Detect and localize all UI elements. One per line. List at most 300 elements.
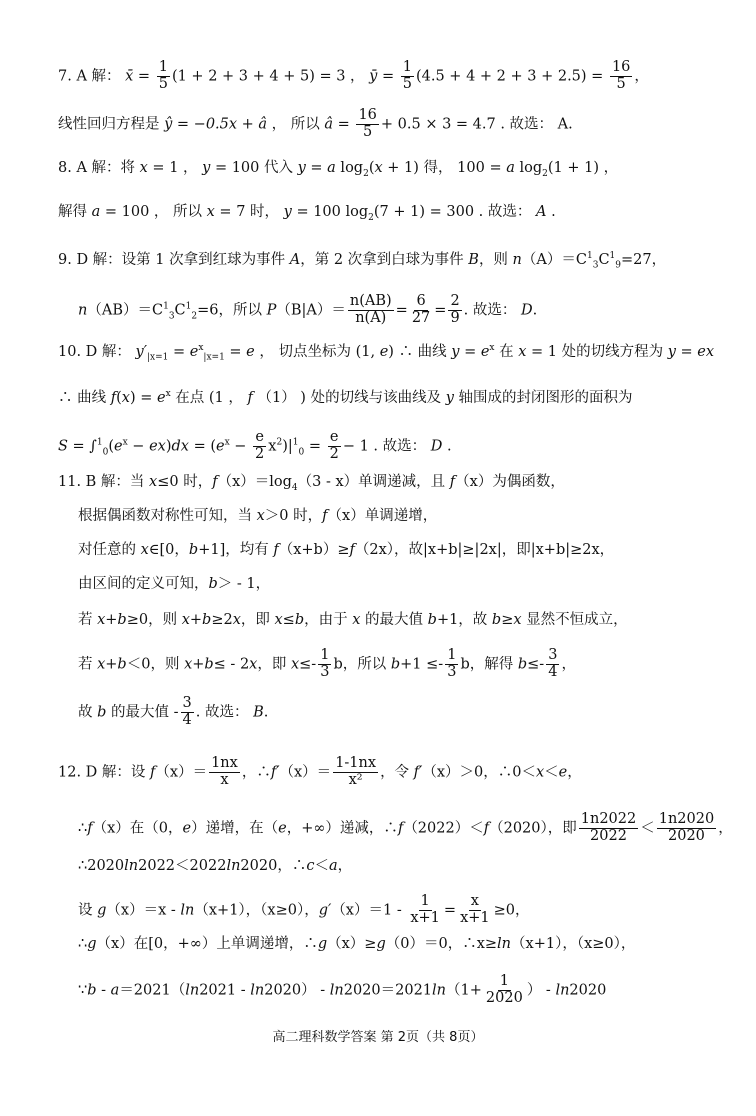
solution-line-q11d xyxy=(78,574,270,594)
text-run: ( xyxy=(108,438,115,455)
text-run: （x）＞0，∴0＜ xyxy=(422,764,536,781)
text-run: ， 切点坐标为 (1, xyxy=(254,343,380,360)
text-run: y = ex xyxy=(667,343,715,360)
text-run: ( xyxy=(368,160,375,176)
text-run: a xyxy=(506,160,515,176)
text-run: ，由于 xyxy=(304,612,353,628)
text-run: （x）≥ xyxy=(327,936,377,952)
text-run: B xyxy=(253,704,264,721)
text-run: D xyxy=(430,438,443,455)
text-run: f xyxy=(150,764,156,781)
text-run: b xyxy=(188,542,199,558)
text-run: = xyxy=(377,68,399,85)
text-run: = 1 处的切线方程为 xyxy=(526,343,668,360)
solution-line-q12e xyxy=(78,934,635,954)
solution-line-q12c xyxy=(78,856,352,876)
text-run: 8. A 解：将 xyxy=(58,160,140,176)
text-run: (1 + 1) ， xyxy=(547,160,619,176)
text-run: 由区间的定义可知， xyxy=(78,576,209,592)
solution-line-q10a xyxy=(58,338,714,368)
text-run: f xyxy=(110,389,117,406)
solution-line-q11f xyxy=(78,648,576,681)
text-run: ） - xyxy=(526,982,556,999)
solution-line-q12a xyxy=(58,756,582,789)
fraction: $\frac{1-1nx}{\text{x²}}$ xyxy=(335,755,377,788)
subscript: 4 xyxy=(291,482,298,493)
text-run: f xyxy=(322,508,328,524)
text-run: ŷ = −0.5x + â xyxy=(164,116,268,133)
text-run: = ∫ xyxy=(67,438,97,455)
text-run: (4.5 + 4 + 2 + 3 + 2.5) = xyxy=(415,68,608,85)
text-run: e xyxy=(246,343,255,360)
text-run: 若 xyxy=(78,656,98,673)
text-run: （2020），即 xyxy=(489,820,577,837)
text-run: C xyxy=(598,251,610,268)
text-run: n xyxy=(78,302,88,319)
text-run: ln xyxy=(250,982,265,999)
solution-line-q8b xyxy=(58,202,556,228)
text-run: （x）＝1 - xyxy=(331,902,407,919)
text-run: b xyxy=(87,982,97,999)
text-run: 显然不恒成立， xyxy=(521,612,628,628)
text-run: 12. D 解：设 xyxy=(58,764,151,781)
text-run: y xyxy=(202,160,211,176)
text-run: A xyxy=(536,204,547,220)
text-run: ln xyxy=(497,936,512,952)
superscript: 1 xyxy=(586,251,593,261)
solution-line-q10b xyxy=(58,384,633,408)
text-run: 设 xyxy=(78,902,98,919)
text-run: ）递增，在（ xyxy=(191,820,279,837)
text-run: ∵ xyxy=(78,982,88,999)
text-run: ȳ xyxy=(369,68,378,85)
text-run: ≤0 时， xyxy=(157,474,213,490)
text-run: ex xyxy=(149,438,166,455)
text-run: + 1) 得， 100 = xyxy=(382,160,507,176)
text-run: =6，所以 xyxy=(197,302,267,319)
text-run: − 1 . 故选： xyxy=(342,438,431,455)
text-run: 2022＜2022 xyxy=(138,858,227,874)
text-run: x+b xyxy=(97,612,127,628)
fraction: $\frac{1n2022}{2022}$ xyxy=(580,811,637,844)
text-run: − xyxy=(229,438,252,455)
text-run: = 7 时， xyxy=(214,204,284,220)
text-run: b xyxy=(97,704,107,721)
text-run: ln xyxy=(555,982,570,999)
text-run: y′ xyxy=(135,343,147,360)
text-run: （2x），故|x+b|≥|2x|，即|x+b|≥2x， xyxy=(354,542,615,558)
subscript: 0 xyxy=(102,447,109,458)
text-run: = 100 代入 xyxy=(210,160,298,176)
text-run: ≤ xyxy=(282,612,295,628)
text-run: x xyxy=(518,343,527,360)
text-run: = ( xyxy=(188,438,216,455)
fraction: $\frac{1n2020}{2020}$ xyxy=(658,811,715,844)
text-run: ， xyxy=(634,68,649,85)
fraction: $\frac{e}{2}$ xyxy=(329,429,339,462)
text-run: 2020，∴ xyxy=(240,858,307,874)
text-run: . xyxy=(532,302,538,319)
solution-line-q7b xyxy=(58,108,573,141)
text-run: ln xyxy=(185,982,200,999)
text-run: = xyxy=(224,343,247,360)
text-run: A xyxy=(289,251,301,268)
text-run: a xyxy=(91,204,101,220)
text-run: )| xyxy=(282,438,293,455)
text-run: e xyxy=(379,343,389,360)
text-run: （x）在（0， xyxy=(92,820,183,837)
solution-line-q9a xyxy=(58,246,666,276)
text-run: C xyxy=(174,302,186,319)
subscript: 2 xyxy=(191,311,198,322)
subscript: 0 xyxy=(298,447,305,458)
text-run: . 故选： xyxy=(195,704,254,721)
text-run: ∈[0， xyxy=(148,542,189,558)
text-run: 7. A 解： xyxy=(58,68,126,85)
text-run: f xyxy=(247,389,253,406)
text-run: = xyxy=(395,302,408,319)
text-run: = xyxy=(168,343,190,360)
text-run: g xyxy=(317,936,328,952)
text-run: ＜ xyxy=(544,764,559,781)
text-run: 故 xyxy=(78,704,98,721)
text-run: x xyxy=(149,474,158,490)
text-run: e xyxy=(216,438,225,455)
text-run: 的最大值 - xyxy=(106,704,179,721)
text-run: x+b xyxy=(184,656,214,673)
text-run: （x+1），（x≥0）， xyxy=(194,902,319,919)
text-run: ，∴ xyxy=(241,764,271,781)
text-run: g xyxy=(97,902,107,919)
text-run: ，+∞）递减，∴ xyxy=(286,820,398,837)
text-run: g xyxy=(376,936,386,952)
text-run: f xyxy=(349,542,355,558)
text-run: ln xyxy=(329,982,344,999)
text-run: ＜0，则 xyxy=(126,656,185,673)
text-run: b xyxy=(517,656,528,673)
text-run: b，解得 xyxy=(460,656,518,673)
text-run: ) xyxy=(165,438,172,455)
text-run: e xyxy=(114,438,123,455)
text-run: ，令 xyxy=(380,764,414,781)
text-run: +1 ≤- xyxy=(400,656,444,673)
solution-line-q11c xyxy=(78,540,614,560)
solution-line-q11g xyxy=(78,696,268,729)
text-run: ， xyxy=(718,820,733,837)
solution-line-q10c xyxy=(58,430,452,463)
superscript: 1 xyxy=(163,301,169,312)
text-run: = 100 log xyxy=(291,204,369,220)
solution-line-q11a xyxy=(58,472,565,498)
text-run: x xyxy=(121,389,130,406)
page-footer: 高二理科数学答案 第 2页（共 8页） xyxy=(272,1030,484,1045)
text-run: b，所以 xyxy=(333,656,391,673)
text-run: = xyxy=(434,302,447,319)
text-run: 10. D 解： xyxy=(58,343,136,360)
subscript: 3 xyxy=(168,311,175,322)
text-run: 的最大值 xyxy=(360,612,428,628)
text-run: f xyxy=(87,820,93,837)
text-run: x xyxy=(290,656,300,673)
text-run: ，第 2 次拿到白球为事件 xyxy=(300,251,469,268)
text-run: （x）单调递增， xyxy=(327,508,438,524)
text-run: ≥0， xyxy=(493,902,530,919)
fraction: $\frac{1nx}{x}$ xyxy=(211,755,238,788)
text-run: ln xyxy=(432,982,447,999)
text-run: D xyxy=(521,302,533,319)
text-run: （3 - x）单调递减，且 xyxy=(297,474,450,490)
fraction: $\frac{x}{x+1}$ xyxy=(460,893,490,926)
text-run: =27， xyxy=(621,251,667,268)
text-run: ， 所以 xyxy=(267,116,325,133)
text-run: x+b xyxy=(181,612,212,628)
fraction: $\frac{n(AB)}{n(A)}$ xyxy=(349,293,392,326)
text-run: x xyxy=(352,612,361,628)
superscript: 1 xyxy=(609,251,616,261)
text-run: x xyxy=(268,438,277,455)
text-run: （0）＝0，∴x≥ xyxy=(385,936,498,952)
text-run: . 故选： xyxy=(463,302,521,319)
text-run: ，即 xyxy=(257,656,291,673)
text-run: y xyxy=(445,389,454,406)
text-run: x xyxy=(256,508,265,524)
text-run: log xyxy=(514,160,543,176)
text-run: e xyxy=(189,343,199,360)
text-run: ＞ - 1， xyxy=(217,576,271,592)
text-run: （x）＝log xyxy=(217,474,292,490)
text-run: . xyxy=(546,204,556,220)
text-run: 2020 xyxy=(569,982,607,999)
text-run: b xyxy=(390,656,401,673)
text-run: ＞0 时， xyxy=(264,508,323,524)
solution-line-q12f xyxy=(78,974,606,1007)
text-run: . xyxy=(263,704,269,721)
text-run: ln xyxy=(226,858,241,874)
text-run: ≥ xyxy=(501,612,514,628)
text-run: 9. D 解：设第 1 次拿到红球为事件 xyxy=(58,251,290,268)
text-run: f xyxy=(483,820,490,837)
superscript: 1 xyxy=(292,437,299,448)
text-run: 解得 xyxy=(58,204,92,220)
text-run: x xyxy=(513,612,522,628)
fraction: $\frac{16}{5}$ xyxy=(358,107,377,140)
superscript: 2 xyxy=(276,437,283,448)
fraction: $\frac{1}{5}$ xyxy=(402,59,412,92)
text-run: + 0.5 × 3 = 4.7 . 故选： A. xyxy=(380,116,573,133)
text-run: P xyxy=(266,302,277,319)
text-run: a xyxy=(328,858,338,874)
superscript: x xyxy=(198,343,204,353)
text-run: x xyxy=(535,764,545,781)
text-run: （x）＝ xyxy=(155,764,208,781)
fraction: $\frac{2}{9}$ xyxy=(450,293,460,326)
text-run: = xyxy=(443,902,457,919)
solution-line-q11e xyxy=(78,610,628,630)
superscript: 1 xyxy=(96,437,103,448)
text-run: x xyxy=(206,204,215,220)
text-run: 在 xyxy=(494,343,519,360)
text-run: f xyxy=(273,542,279,558)
text-run: （AB）＝C xyxy=(87,302,164,319)
text-run: 2020＝2021 xyxy=(343,982,433,999)
text-run: f′ xyxy=(270,764,280,781)
subscript: 2 xyxy=(368,212,374,223)
text-run: b xyxy=(491,612,502,628)
text-run: 根据偶函数对称性可知，当 xyxy=(78,508,257,524)
text-run: ≥2 xyxy=(211,612,233,628)
solution-line-q9b xyxy=(78,294,537,327)
text-run: ) ∴ 曲线 xyxy=(388,343,452,360)
text-run: c xyxy=(306,858,315,874)
solution-line-q11b xyxy=(78,506,437,526)
fraction: $\frac{1}{3}$ xyxy=(320,647,330,680)
text-run: f xyxy=(449,474,456,490)
superscript: x xyxy=(122,437,128,448)
fraction: $\frac{6}{27}$ xyxy=(411,293,431,326)
superscript: x xyxy=(165,389,171,399)
text-run: - xyxy=(96,982,111,999)
text-run: x+b xyxy=(97,656,127,673)
fraction: $\frac{3}{4}$ xyxy=(182,695,192,728)
subscript: 9 xyxy=(615,260,622,271)
text-run: e xyxy=(182,820,192,837)
text-run: （A）＝C xyxy=(521,251,587,268)
text-run: （x）＝x - xyxy=(106,902,181,919)
text-run: S xyxy=(58,438,68,455)
solution-line-q12d xyxy=(78,894,530,927)
fraction: $\frac{1}{x+1}$ xyxy=(410,893,440,926)
solution-line-q12b xyxy=(78,812,733,845)
subscript: 3 xyxy=(592,260,599,271)
fraction: $\frac{1}{3}$ xyxy=(447,647,457,680)
subscript: 2 xyxy=(542,168,548,179)
text-run: ， xyxy=(337,858,353,874)
text-run: ∴ 曲线 xyxy=(58,389,111,406)
text-run: ∴2020 xyxy=(78,858,125,874)
text-run: +1，故 xyxy=(436,612,492,628)
text-run: ≤ - 2 xyxy=(213,656,250,673)
text-run: 在点 (1 ， xyxy=(170,389,248,406)
text-run: f xyxy=(397,820,404,837)
text-run: x xyxy=(139,160,148,176)
text-run: 2020） - xyxy=(264,982,330,999)
fraction: $\frac{16}{5}$ xyxy=(611,59,631,92)
text-run: x xyxy=(232,612,241,628)
text-run: f xyxy=(212,474,218,490)
text-run: +1]，均有 xyxy=(198,542,274,558)
text-run: = xyxy=(333,116,355,133)
text-run: 2021 - xyxy=(199,982,251,999)
text-run: ，即 xyxy=(240,612,275,628)
text-run: （1+ xyxy=(446,982,482,999)
text-run: (1 + 2 + 3 + 4 + 5) = 3 ， xyxy=(171,68,370,85)
text-run: ≤- xyxy=(299,656,317,673)
text-run: 11. B 解：当 xyxy=(58,474,150,490)
text-run: dx xyxy=(171,438,189,455)
text-run: （x）在[0，+∞）上单调递增，∴ xyxy=(96,936,318,952)
text-run: x̄ xyxy=(125,68,134,85)
text-run: （1） ) 处的切线与该曲线及 xyxy=(252,389,446,406)
text-run: 轴围成的封闭图形的面积为 xyxy=(453,389,633,406)
text-run: 对任意的 xyxy=(78,542,141,558)
solution-line-q7a xyxy=(58,60,649,93)
text-run: f′ xyxy=(413,764,423,781)
solution-line-q8a xyxy=(58,158,618,184)
text-run: e xyxy=(558,764,568,781)
text-run: （2022）＜ xyxy=(403,820,484,837)
text-run: （x+1），（x≥0）， xyxy=(511,936,636,952)
text-run: （x）＝ xyxy=(279,764,332,781)
subscript: |x=1 xyxy=(147,352,169,363)
text-run: = xyxy=(133,68,155,85)
text-run: ∴ xyxy=(78,820,88,837)
text-run: (7 + 1) = 300 . 故选： xyxy=(373,204,537,220)
text-run: b xyxy=(294,612,305,628)
text-run: B xyxy=(468,251,479,268)
text-run: = 100 ， 所以 xyxy=(100,204,207,220)
text-run: . xyxy=(442,438,452,455)
text-run: ( xyxy=(116,389,122,406)
fraction: $\frac{1}{5}$ xyxy=(158,59,168,92)
text-run: x xyxy=(249,656,258,673)
text-run: − xyxy=(127,438,150,455)
fraction: $\frac{3}{4}$ xyxy=(548,647,558,680)
text-run: g′ xyxy=(318,902,332,919)
text-run: ＝2021（ xyxy=(119,982,186,999)
text-run: = xyxy=(304,438,326,455)
text-run: x xyxy=(374,160,383,176)
fraction: $\frac{1}{2020}$ xyxy=(485,973,523,1006)
text-run: = 1 ， xyxy=(147,160,203,176)
text-run: ln xyxy=(180,902,195,919)
text-run: ，则 xyxy=(478,251,513,268)
superscript: 1 xyxy=(185,301,192,312)
text-run: y xyxy=(283,204,292,220)
fraction: $\frac{e}{2}$ xyxy=(255,429,265,462)
text-run: ≤- xyxy=(527,656,545,673)
text-run: （x+b）≥ xyxy=(278,542,350,558)
subscript: |x=1 xyxy=(203,352,225,363)
text-run: ， xyxy=(567,764,582,781)
text-run: b xyxy=(208,576,218,592)
text-run: e xyxy=(156,389,166,406)
text-run: a xyxy=(110,982,120,999)
subscript: 2 xyxy=(363,168,369,179)
text-run: y = e xyxy=(451,343,490,360)
text-run: â xyxy=(324,116,334,133)
text-run: ＜ xyxy=(640,820,655,837)
text-run: ln xyxy=(124,858,139,874)
superscript: x xyxy=(489,343,495,353)
superscript: x xyxy=(224,437,230,448)
text-run: 线性回归方程是 xyxy=(58,116,165,133)
text-run: ， xyxy=(561,656,576,673)
text-run: ＜ xyxy=(314,858,329,874)
text-run: log xyxy=(335,160,364,176)
text-run: g xyxy=(87,936,97,952)
text-run: e xyxy=(278,820,287,837)
text-run: 若 xyxy=(78,612,98,628)
text-run: x xyxy=(140,542,149,558)
text-run: x xyxy=(274,612,283,628)
text-run: n xyxy=(512,251,522,268)
text-run: ∴ xyxy=(78,936,88,952)
text-run: ≥0，则 xyxy=(126,612,182,628)
text-run: y = a xyxy=(297,160,336,176)
text-run: （B|A）＝ xyxy=(276,302,346,319)
text-run: b xyxy=(427,612,437,628)
text-run: （x）为偶函数， xyxy=(455,474,565,490)
